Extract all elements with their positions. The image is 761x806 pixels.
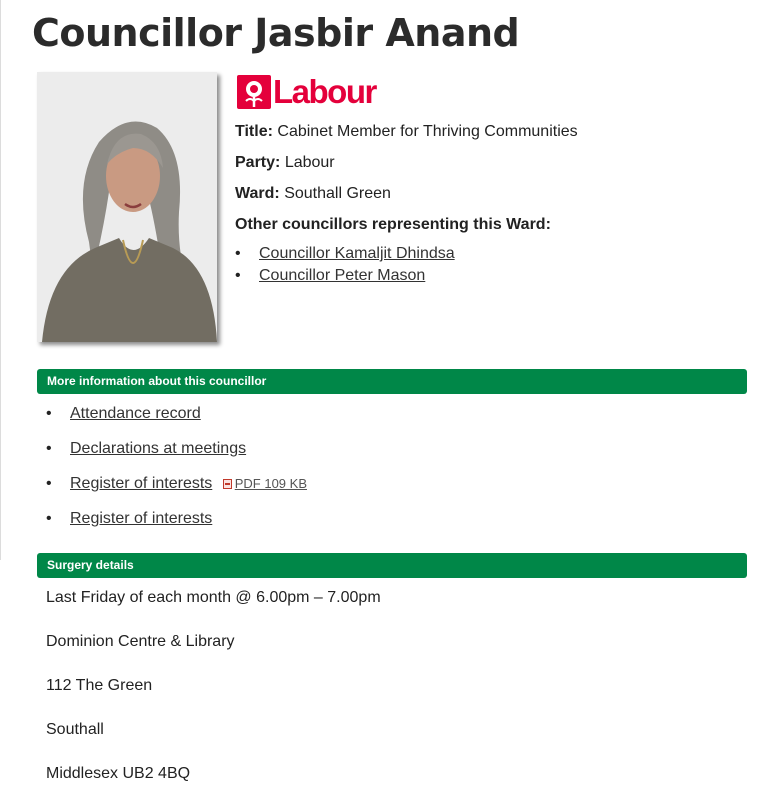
party-label: Party: — [235, 154, 281, 171]
surgery-time: Last Friday of each month @ 6.00pm – 7.00pm — [46, 589, 381, 606]
labour-rose-icon — [237, 75, 271, 109]
surgery-address-street: 112 The Green — [46, 677, 153, 694]
party-value: Labour — [284, 154, 335, 171]
declarations-link[interactable]: Declarations at meetings — [70, 440, 247, 457]
surgery-address-postcode: Middlesex UB2 4BQ — [46, 765, 191, 782]
list-item — [46, 507, 307, 542]
register-of-interests-pdf-link[interactable]: Register of interests — [70, 475, 213, 492]
surgery-header-bar: Surgery details — [37, 553, 747, 578]
ward-label: Ward: — [235, 185, 280, 202]
other-councillors-heading-row — [235, 213, 578, 244]
list-item — [46, 437, 307, 472]
more-info-list — [46, 402, 307, 542]
pdf-link[interactable] — [223, 476, 307, 491]
title-label: Title: — [235, 123, 273, 140]
councillor-link-kamaljit-dhindsa[interactable]: Councillor Kamaljit Dhindsa — [259, 245, 455, 262]
party-row — [235, 151, 578, 182]
other-councillors-heading: Other councillors representing this Ward: — [235, 216, 551, 233]
title-row — [235, 120, 578, 151]
councillor-photo — [37, 72, 217, 342]
list-item — [235, 243, 455, 265]
page-left-border — [0, 0, 1, 560]
title-value: Cabinet Member for Thriving Communities — [277, 123, 578, 140]
ward-row — [235, 182, 578, 213]
labour-logo-text: Labour — [273, 73, 376, 110]
pdf-size-label: PDF 109 KB — [234, 476, 307, 491]
councillor-details — [235, 120, 578, 244]
ward-value: Southall Green — [284, 185, 391, 202]
page-title: Councillor Jasbir Anand — [32, 11, 520, 55]
attendance-record-link[interactable]: Attendance record — [70, 405, 201, 422]
surgery-details — [46, 586, 381, 806]
surgery-venue: Dominion Centre & Library — [46, 633, 235, 650]
list-item — [46, 472, 307, 507]
list-item — [235, 265, 455, 287]
councillor-link-peter-mason[interactable]: Councillor Peter Mason — [259, 267, 426, 284]
list-item — [46, 402, 307, 437]
more-info-header-bar: More information about this councillor — [37, 369, 747, 394]
pdf-icon — [223, 479, 232, 489]
register-of-interests-link[interactable]: Register of interests — [70, 510, 213, 527]
surgery-address-town: Southall — [46, 721, 104, 738]
other-councillors-list — [235, 243, 455, 287]
labour-logo — [237, 74, 376, 110]
